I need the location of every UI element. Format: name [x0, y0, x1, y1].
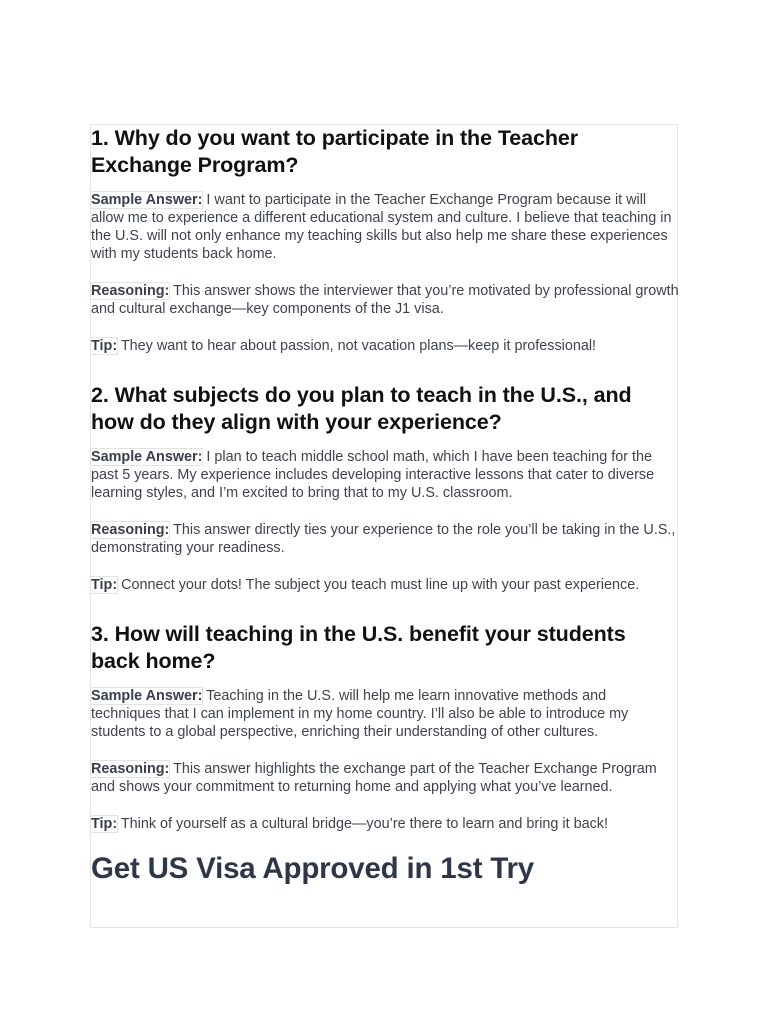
sample-answer-text: I plan to teach middle school math, which I have been teaching for the past 5 years. My experience includes developing interactive lessons that cater to diverse learning styles, and I’m excited to bring that to my U.S. classroom. — [91, 449, 655, 501]
reasoning-text: This answer directly ties your experience to the role you’ll be taking in the U.S., demonstrating your readiness. — [91, 522, 676, 556]
reasoning-text: This answer highlights the exchange part of the Teacher Exchange Program and shows your commitment to returning home and applying what you’ve learned. — [91, 761, 657, 795]
reasoning-paragraph — [91, 760, 679, 796]
reasoning-paragraph — [91, 282, 679, 318]
visa-cta-heading: Get US Visa Approved in 1st Try — [91, 852, 534, 885]
question-section-2 — [91, 382, 679, 594]
sample-answer-text: I want to participate in the Teacher Exchange Program because it will allow me to experience a different educational system and culture. I believe that teaching in the U.S. will not only enhance my teaching skills but also help me share these experiences with my students back home. — [91, 192, 672, 262]
reasoning-text: This answer shows the interviewer that you’re motivated by professional growth and cultural exchange—key components of the J1 visa. — [91, 283, 679, 317]
tip-paragraph — [91, 576, 679, 594]
sample-answer-label: Sample Answer: — [91, 688, 203, 704]
tip-label: Tip: — [91, 338, 118, 354]
reasoning-paragraph — [91, 521, 679, 557]
tip-label: Tip: — [91, 577, 118, 593]
sample-answer-label: Sample Answer: — [91, 449, 203, 465]
sample-answer-paragraph — [91, 687, 679, 741]
article-content — [90, 124, 678, 928]
sample-answer-paragraph — [91, 448, 679, 502]
tip-paragraph — [91, 337, 679, 355]
reasoning-label: Reasoning: — [91, 761, 170, 777]
tip-label: Tip: — [91, 816, 118, 832]
question-heading: 3. How will teaching in the U.S. benefit your students back home? — [91, 622, 626, 673]
sample-answer-text: Teaching in the U.S. will help me learn innovative methods and techniques that I can implement in my home country. I’ll also be able to introduce my students to a global perspective, enriching their understanding of other cultures. — [91, 688, 629, 740]
article-body — [91, 125, 679, 887]
tip-text: Think of yourself as a cultural bridge—you’re there to learn and bring it back! — [117, 816, 609, 832]
question-section-1 — [91, 125, 679, 355]
reasoning-label: Reasoning: — [91, 522, 170, 538]
tip-text: They want to hear about passion, not vacation plans—keep it professional! — [117, 338, 597, 354]
tip-paragraph — [91, 815, 679, 833]
question-heading: 2. What subjects do you plan to teach in the U.S., and how do they align with your experience? — [91, 383, 632, 434]
sample-answer-paragraph — [91, 191, 679, 263]
question-section-3 — [91, 621, 679, 833]
tip-text: Connect your dots! The subject you teach must line up with your past experience. — [117, 577, 640, 593]
question-heading: 1. Why do you want to participate in the Teacher Exchange Program? — [91, 126, 578, 177]
reasoning-label: Reasoning: — [91, 283, 170, 299]
sample-answer-label: Sample Answer: — [91, 192, 203, 208]
